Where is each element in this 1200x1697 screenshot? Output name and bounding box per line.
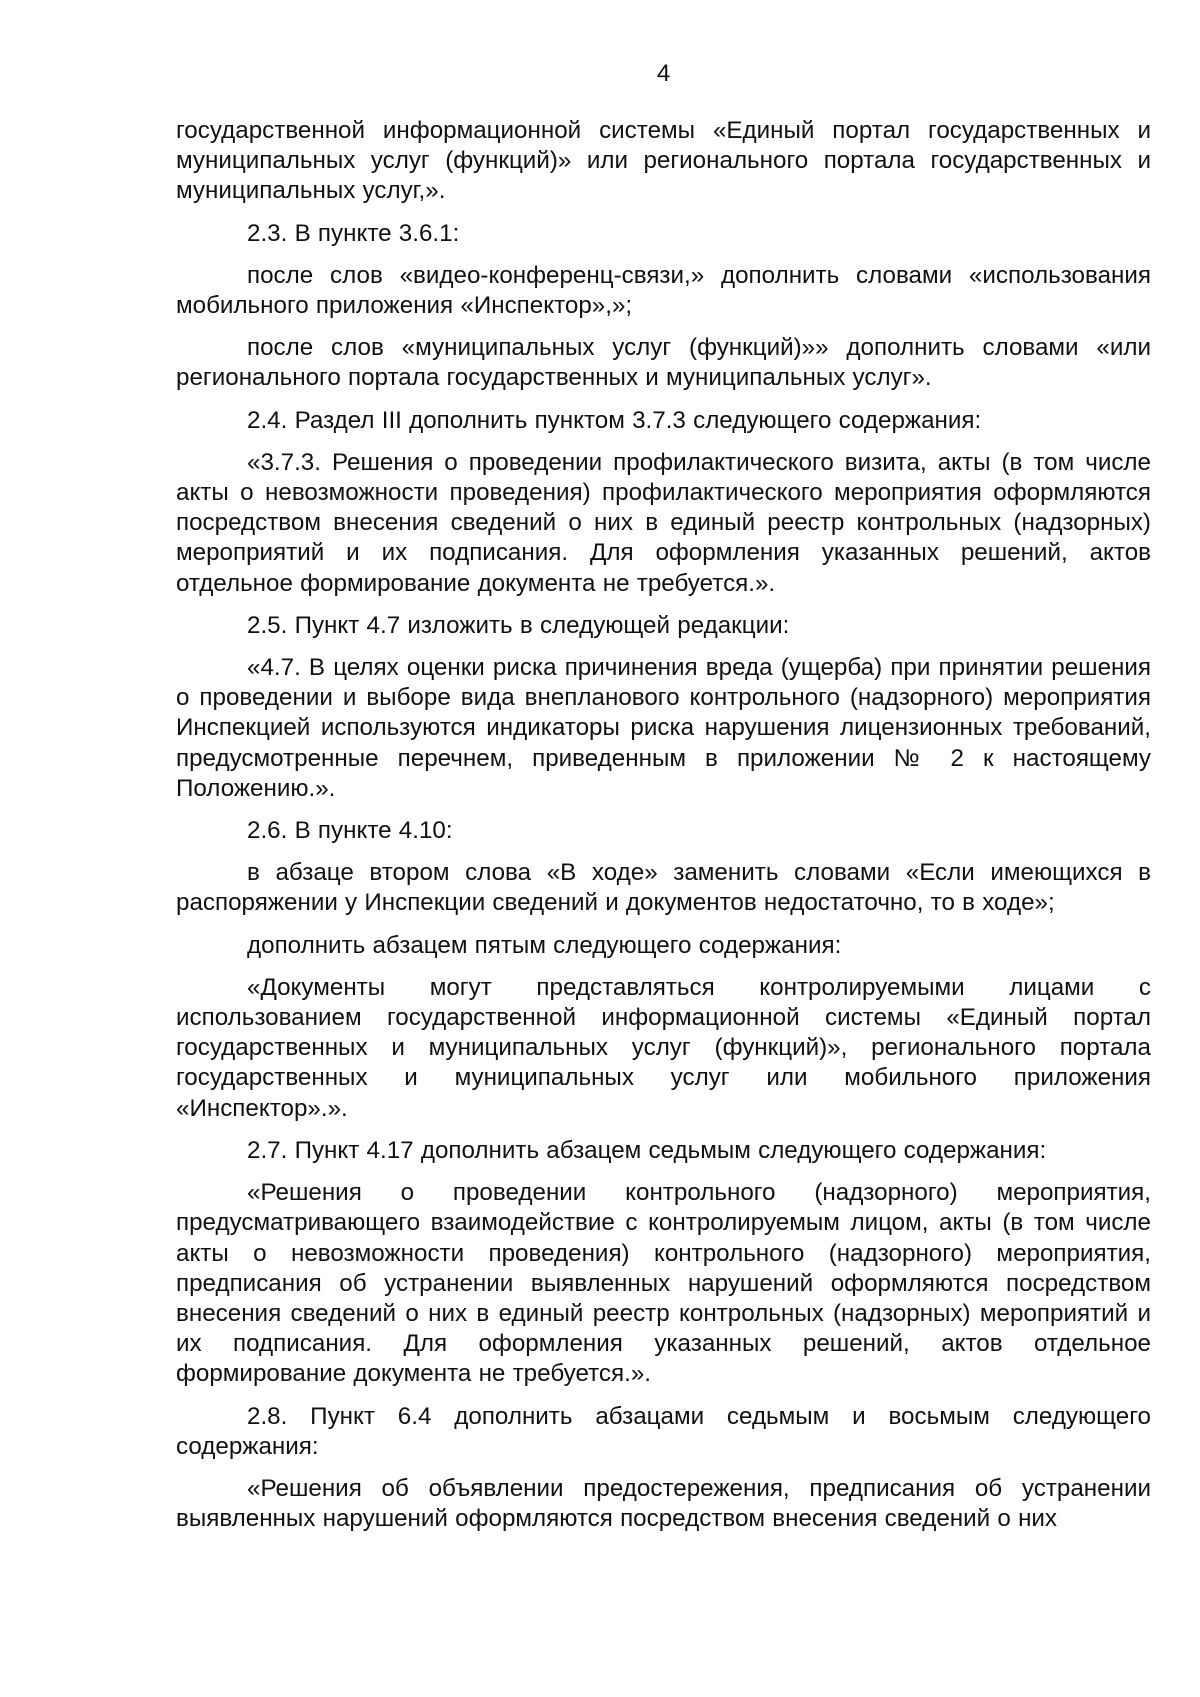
paragraph: после слов «муниципальных услуг (функций)»» дополнить словами «или регионального портала государственных и муниципальных услуг». (176, 334, 1151, 392)
paragraph: после слов «видео-конференц-связи,» дополнить словами «использования мобильного приложения «Инспектор»,»; (176, 261, 1151, 320)
paragraph-item-2-5: 2.5. Пункт 4.7 изложить в следующей редакции: (247, 611, 790, 639)
paragraph-quote: «4.7. В целях оценки риска причинения вреда (ущерба) при принятии решения о проведении и выборе вида внепланового контрольного (надзорного) мероприятия Инспекцией используются индикаторы риска нарушения лицензионных требований, предусмотренные перечнем, приведенным в приложении № 2 к настоящему Положению.». (176, 654, 1151, 802)
paragraph-item-2-3: 2.3. В пункте 3.6.1: (247, 219, 460, 247)
paragraph-quote: «Решения о проведении контрольного (надзорного) мероприятия, предусматривающего взаимодействие с контролируемым лицом, акты (в том числе акты о невозможности проведения) контрольного (надзорного) мероприятия, предписания об устранении выявленных нарушений оформляются посредством внесения сведений о них в единый реестр контрольных (надзорных) мероприятий и их подписания. Для оформления указанных решений, актов отдельное формирование документа не требуется.». (176, 1179, 1151, 1388)
paragraph: в абзаце втором слова «В ходе» заменить словами «Если имеющихся в распоряжении у Инспекции сведений и документов недостаточно, то в ходе»; (176, 859, 1151, 917)
paragraph-quote: «3.7.3. Решения о проведении профилактического визита, акты (в том числе акты о невозможности проведения) профилактического мероприятия оформляются посредством внесения сведений о них в единый реестр контрольных (надзорных) мероприятий и их подписания. Для оформления указанных решений, актов отдельное формирование документа не требуется.». (176, 448, 1151, 597)
paragraph-item-2-7: 2.7. Пункт 4.17 дополнить абзацем седьмым следующего содержания: (247, 1136, 1047, 1164)
paragraph-continuation: государственной информационной системы «Единый портал государственных и муниципальных услуг (функций)» или регионального портала государственных и муниципальных услуг,». (176, 117, 1151, 205)
document-page (176, 0, 1151, 1697)
paragraph-item-2-8: 2.8. Пункт 6.4 дополнить абзацами седьмым и восьмым следующего содержания: (176, 1402, 1151, 1460)
paragraph: дополнить абзацем пятым следующего содержания: (247, 931, 842, 959)
document-body (176, 116, 1151, 1546)
paragraph-item-2-6: 2.6. В пункте 4.10: (247, 817, 453, 845)
paragraph-quote: «Документы могут представляться контролируемыми лицами с использованием государственной информационной системы «Единый портал государственных и муниципальных услуг (функций)», регионального портала государственных и муниципальных услуг или мобильного приложения «Инспектор».». (176, 973, 1151, 1122)
paragraph-item-2-4: 2.4. Раздел III дополнить пунктом 3.7.3 следующего содержания: (247, 406, 982, 434)
page-number: 4 (656, 60, 671, 87)
paragraph-quote: «Решения об объявлении предостережения, предписания об устранении выявленных нарушений оформляются посредством внесения сведений о них (176, 1474, 1151, 1533)
